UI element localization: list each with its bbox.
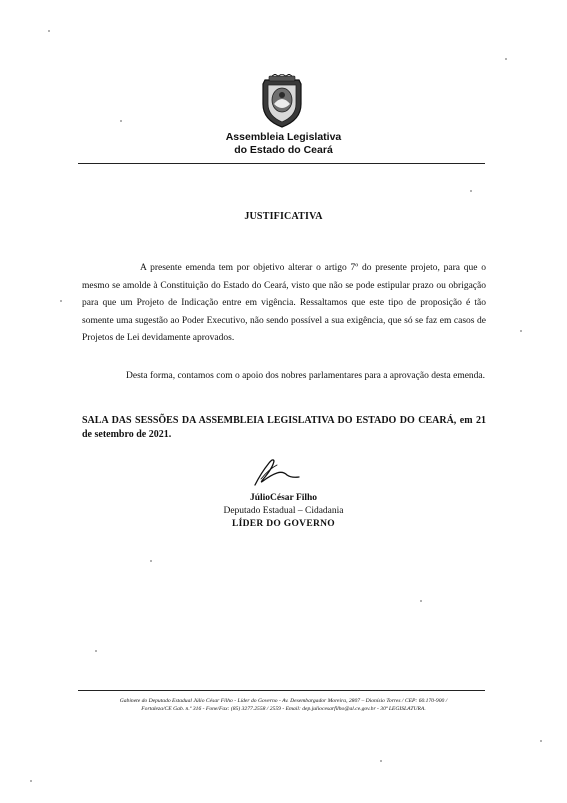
coat-of-arms-icon — [257, 74, 307, 130]
footer-divider — [78, 690, 485, 691]
justification-paragraph: A presente emenda tem por objetivo alterar o artigo 7º do presente projeto, para que o mesmo se amolde à Constituição do Estado do Ceará, visto que não se pode estipular prazo ou obrigação para que um Projeto de Indicação entre em vigência. Ressaltamos que este tipo de proposição é tão somente uma sugestão ao Poder Executivo, não sendo possível a sua exigência, que só se faz em casos de Projetos de Lei devidamente aprovados. — [82, 263, 486, 344]
footer-address-line2: Fortaleza/CE Gab. n.º 316 - Fone/Fax: (85) 3277.2558 / 2559 - Email: dep.juliocesarfilho@al.ce.gov.br - 30ª LEGISLATURA. — [141, 706, 426, 712]
scan-speck — [380, 760, 382, 762]
scan-speck — [150, 560, 152, 562]
scan-speck — [520, 330, 522, 332]
assembly-name-line2: do Estado do Ceará — [234, 144, 333, 156]
signatory-role: Deputado Estadual – Cidadania — [223, 506, 344, 516]
signatory-title: LÍDER DO GOVERNO — [232, 519, 335, 529]
assembly-name-line1: Assembleia Legislativa — [225, 131, 342, 143]
closing-statement: SALA DAS SESSÕES DA ASSEMBLEIA LEGISLATIVA DO ESTADO DO CEARÁ, em 21 de setembro de 2021. — [82, 415, 486, 440]
scan-speck — [505, 58, 507, 60]
footer-address-line1: Gabinete do Deputado Estadual Júlio César Filho - Líder do Governo - Av. Desembargador Moreira, 2807 – Dionísio Torres / CEP: 60.170-900 / — [119, 698, 448, 704]
support-paragraph: Desta forma, contamos com o apoio dos nobres parlamentares para a aprovação desta emenda. — [126, 371, 486, 381]
scan-speck — [48, 30, 50, 32]
scan-speck — [470, 190, 472, 192]
scan-speck — [30, 780, 32, 782]
handwritten-signature-icon — [247, 455, 307, 489]
document-heading: JUSTIFICATIVA — [244, 211, 323, 222]
scan-speck — [95, 650, 97, 652]
signatory-name: JúlioCésar Filho — [249, 493, 318, 503]
scan-speck — [540, 740, 542, 742]
scan-speck — [120, 120, 122, 122]
header-divider — [78, 163, 485, 164]
scan-speck — [60, 300, 62, 302]
scan-speck — [420, 600, 422, 602]
